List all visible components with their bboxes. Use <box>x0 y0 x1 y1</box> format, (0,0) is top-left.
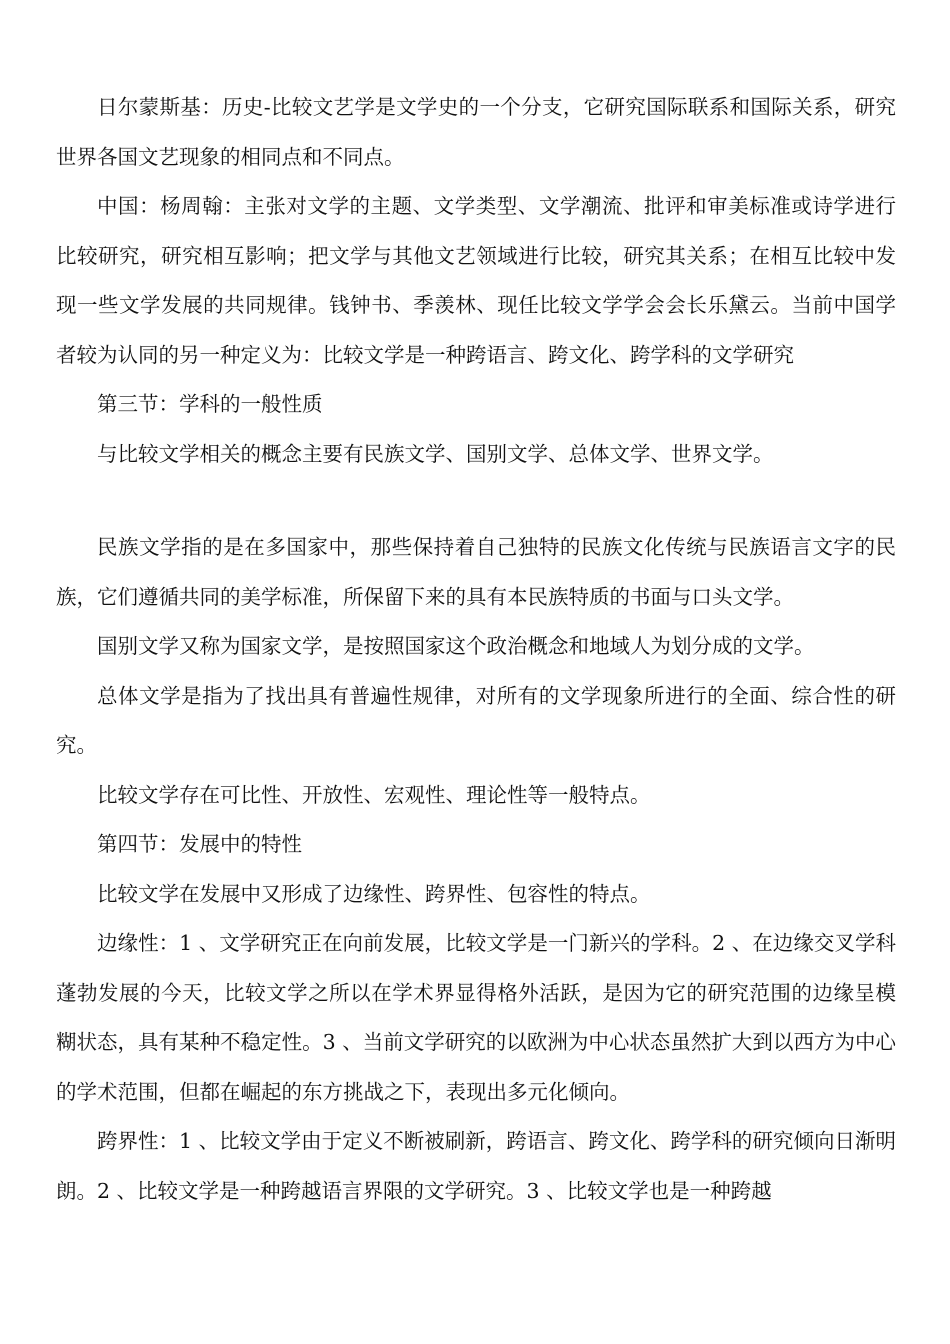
paragraph-spacer <box>56 479 896 523</box>
paragraph-china-definition: 中国：杨周翰：主张对文学的主题、文学类型、文学潮流、批评和审美标准或诗学进行比较研究，研究相互影响；把文学与其他文艺领域进行比较，研究其关系；在相互比较中发现一些文学发展的共同规律。钱钟书、季羡林、现任比较文学学会会长乐黛云。当前中国学者较为认同的另一种定义为：比较文学是一种跨语言、跨文化、跨学科的文学研究 <box>56 194 896 367</box>
paragraph-related-concepts: 与比较文学相关的概念主要有民族文学、国别文学、总体文学、世界文学。 <box>97 441 774 466</box>
section-heading-3: 第三节：学科的一般性质 <box>97 392 323 416</box>
paragraph-cross-boundary: 跨界性：1 、比较文学由于定义不断被刷新，跨语言、跨文化、跨学科的研究倾向日渐明朗。2 、比较文学是一种跨越语言界限的文学研究。3 、比较文学也是一种跨越 <box>56 1129 896 1203</box>
paragraph-marginality: 边缘性：1 、文学研究正在向前发展，比较文学是一门新兴的学科。2 、在边缘交叉学科蓬勃发展的今天，比较文学之所以在学术界显得格外活跃，是因为它的研究范围的边缘呈模糊状态，具有某种不稳定性。3 、当前文学研究的以欧洲为中心状态虽然扩大到以西方为中心的学术范围，但都在崛起的东方挑战之下，表现出多元化倾向。 <box>56 931 896 1104</box>
paragraph-general-literature: 总体文学是指为了找出具有普遍性规律，对所有的文学现象所进行的全面、综合性的研究。 <box>56 683 896 757</box>
paragraph-general-features: 比较文学存在可比性、开放性、宏观性、理论性等一般特点。 <box>97 782 651 807</box>
paragraph-zhirmunsky-definition: 日尔蒙斯基：历史-比较文艺学是文学史的一个分支，它研究国际联系和国际关系，研究世界各国文艺现象的相同点和不同点。 <box>56 95 896 169</box>
paragraph-country-literature: 国别文学又称为国家文学，是按照国家这个政治概念和地域人为划分成的文学。 <box>97 634 815 658</box>
paragraph-national-literature: 民族文学指的是在多国家中，那些保持着自己独特的民族文化传统与民族语言文字的民族，它们遵循共同的美学标准，所保留下来的具有本民族特质的书面与口头文学。 <box>56 535 896 609</box>
document-body <box>56 83 896 1216</box>
section-heading-4: 第四节：发展中的特性 <box>97 832 302 856</box>
paragraph-development-features: 比较文学在发展中又形成了边缘性、跨界性、包容性的特点。 <box>97 881 651 906</box>
